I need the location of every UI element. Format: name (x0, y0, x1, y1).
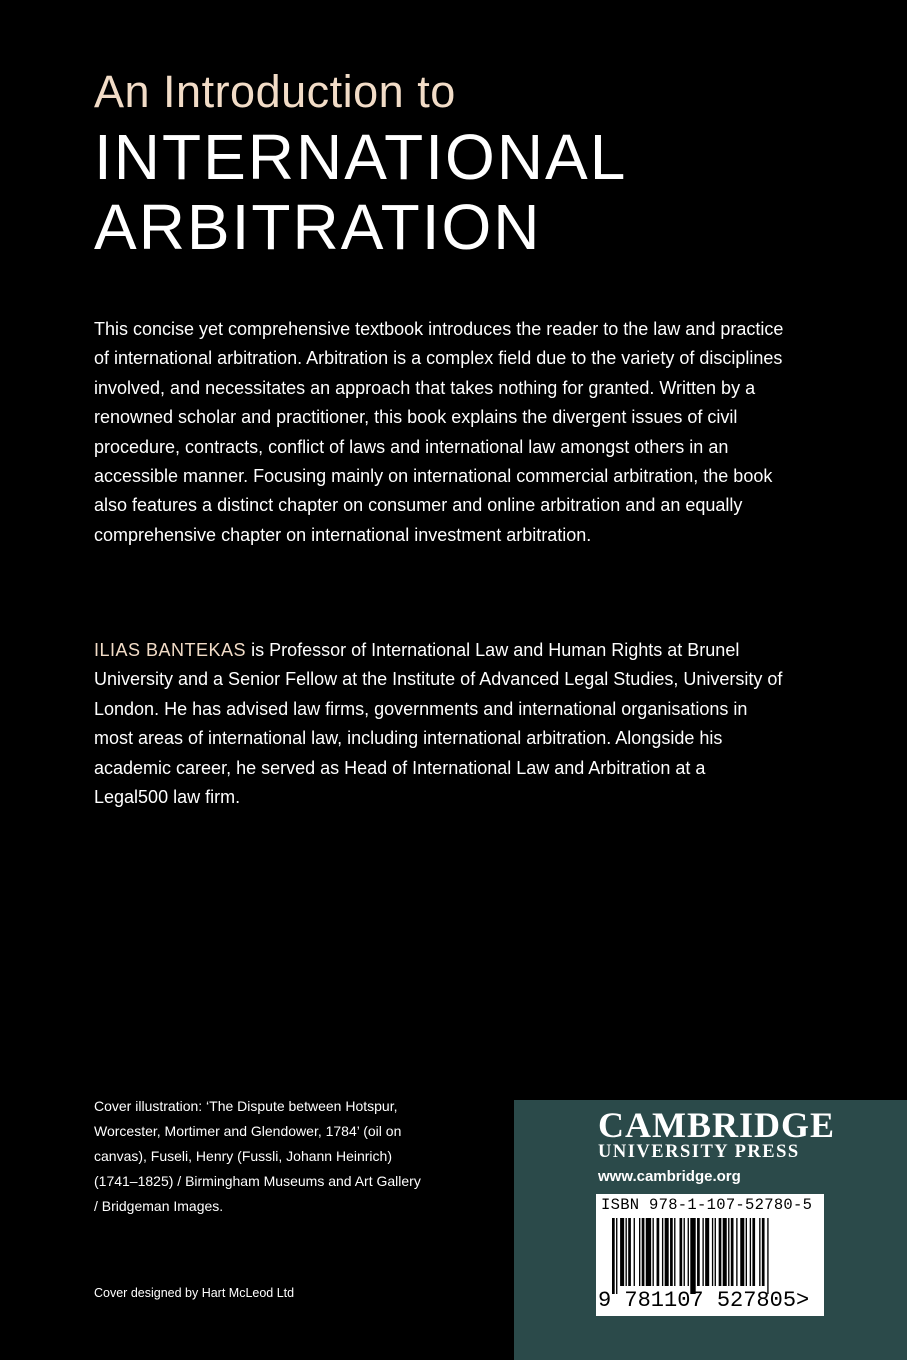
barcode-bar (731, 1218, 734, 1286)
barcode-digits: 9 781107 527805> (598, 1288, 810, 1313)
publisher-logo-subtitle: UNIVERSITY PRESS (598, 1142, 800, 1162)
barcode-bar (674, 1218, 675, 1286)
barcode-bar (767, 1218, 768, 1294)
barcode-bar (620, 1218, 624, 1286)
barcode-bar (750, 1218, 751, 1286)
barcode-bar (653, 1218, 654, 1286)
barcode-bar (612, 1218, 615, 1294)
barcode-bar (628, 1218, 631, 1286)
barcode-block (596, 1194, 824, 1316)
barcode-bar (715, 1218, 716, 1286)
cover-designer-credit: Cover designed by Hart McLeod Ltd (94, 1286, 295, 1300)
barcode-bar (634, 1218, 635, 1286)
book-title (94, 122, 627, 262)
barcode-bar (728, 1218, 729, 1286)
barcode-bar (759, 1218, 760, 1286)
author-name: ILIAS BANTEKAS (94, 640, 247, 660)
barcode-bar (690, 1218, 695, 1294)
barcode-bar (688, 1218, 689, 1286)
publisher-url: www.cambridge.org (598, 1168, 741, 1185)
title-line-international: INTERNATIONAL (94, 121, 628, 193)
barcode-bar (616, 1218, 617, 1294)
barcode-bar (626, 1218, 627, 1286)
cover-illustration-credit: Cover illustration: ‘The Dispute between Hotspur, Worcester, Mortimer and Glendower, 1784’ (oil on canvas), Fuseli, Henry (Fussli, Johann Heinrich) (1741–1825) / Birmingham Museums and Art Gallery / Bridgeman Images. (94, 1098, 421, 1214)
isbn-label: ISBN 978-1-107-52780-5 (601, 1196, 813, 1214)
barcode-bar (642, 1218, 645, 1286)
barcode-bar (670, 1218, 673, 1286)
barcode-bar (697, 1218, 700, 1286)
barcode-bar (719, 1218, 722, 1286)
author-bio-text: is Professor of International Law and Human Rights at Brunel University and a Senior Fellow at the Institute of Advanced Legal Studies, University of London. He has advised law firms, governments and international organisations in most areas of international law, including international arbitration. Alongside his academic career, he served as Head of International Law and Arbitration at a Legal500 law firm. (94, 640, 783, 808)
barcode-bar (680, 1218, 683, 1286)
barcode-bar (752, 1218, 755, 1286)
barcode-bar (646, 1218, 651, 1286)
barcode-bar (746, 1218, 747, 1286)
barcode-bar (740, 1218, 744, 1286)
barcode-bar (639, 1218, 640, 1286)
barcode-bar (665, 1218, 669, 1286)
title-line-arbitration: ARBITRATION (94, 191, 542, 263)
barcode-bar (762, 1218, 765, 1286)
barcode-bar (657, 1218, 660, 1286)
barcode-bar (736, 1218, 737, 1286)
publisher-panel (514, 1100, 907, 1360)
author-bio (94, 636, 784, 812)
barcode-bar (684, 1218, 685, 1286)
title-prefix: An Introduction to (94, 66, 456, 117)
book-description: This concise yet comprehensive textbook introduces the reader to the law and practice of international arbitration. Arbitration is a complex field due to the variety of disciplines involved, and necessitates an approach that takes nothing for granted. Written by a renowned scholar and practitioner, this book explains the divergent issues of civil procedure, contracts, conflict of laws and international law amongst others in an accessible manner. Focusing mainly on international commercial arbitration, the book also features a distinct chapter on consumer and online arbitration and an equally comprehensive chapter on international investment arbitration. (94, 319, 784, 545)
barcode-bar (662, 1218, 663, 1286)
publisher-logo-name: CAMBRIDGE (598, 1105, 836, 1145)
barcode-bar (712, 1218, 713, 1286)
barcode-bar (705, 1218, 709, 1286)
barcode-bar (723, 1218, 727, 1286)
barcode-bar (702, 1218, 703, 1286)
